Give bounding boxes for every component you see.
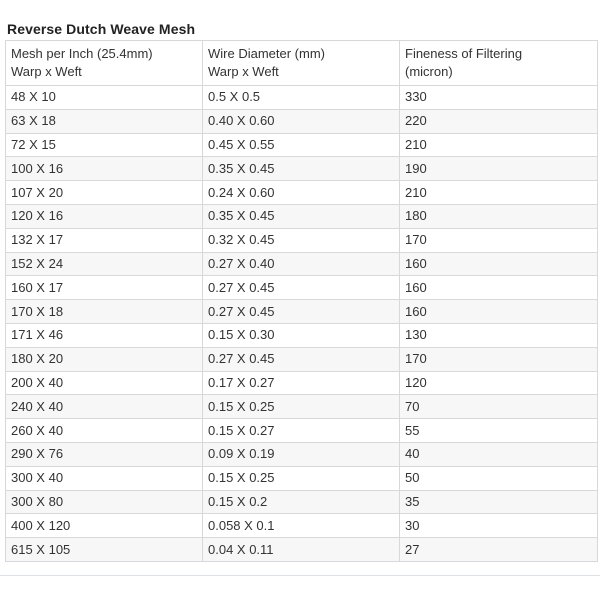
divider — [0, 575, 600, 576]
cell-fineness: 160 — [400, 252, 598, 276]
cell-wire-diameter: 0.24 X 0.60 — [203, 181, 400, 205]
cell-mesh-count: 132 X 17 — [6, 228, 203, 252]
cell-mesh-count: 48 X 10 — [6, 86, 203, 110]
table-row — [6, 276, 598, 300]
cell-wire-diameter: 0.35 X 0.45 — [203, 157, 400, 181]
cell-wire-diameter: 0.27 X 0.45 — [203, 300, 400, 324]
cell-mesh-count: 300 X 80 — [6, 490, 203, 514]
table-row — [6, 228, 598, 252]
cell-mesh-count: 240 X 40 — [6, 395, 203, 419]
cell-mesh-count: 107 X 20 — [6, 181, 203, 205]
header-subline: Warp x Weft — [11, 64, 82, 79]
cell-wire-diameter: 0.15 X 0.25 — [203, 395, 400, 419]
cell-wire-diameter: 0.40 X 0.60 — [203, 109, 400, 133]
column-header-mesh-per-inch — [6, 41, 203, 86]
table-row — [6, 419, 598, 443]
table-row — [6, 86, 598, 110]
table-row — [6, 371, 598, 395]
cell-mesh-count: 152 X 24 — [6, 252, 203, 276]
table-row — [6, 157, 598, 181]
cell-fineness: 30 — [400, 514, 598, 538]
cell-wire-diameter: 0.32 X 0.45 — [203, 228, 400, 252]
table-row — [6, 252, 598, 276]
header-line: Wire Diameter (mm) — [208, 46, 325, 61]
cell-fineness: 190 — [400, 157, 598, 181]
cell-mesh-count: 72 X 15 — [6, 133, 203, 157]
cell-wire-diameter: 0.45 X 0.55 — [203, 133, 400, 157]
cell-fineness: 210 — [400, 133, 598, 157]
cell-wire-diameter: 0.15 X 0.27 — [203, 419, 400, 443]
cell-mesh-count: 160 X 17 — [6, 276, 203, 300]
cell-mesh-count: 260 X 40 — [6, 419, 203, 443]
column-header-wire-diameter — [203, 41, 400, 86]
table-row — [6, 347, 598, 371]
cell-fineness: 160 — [400, 300, 598, 324]
table-row — [6, 133, 598, 157]
table-header-row — [6, 41, 598, 86]
cell-mesh-count: 400 X 120 — [6, 514, 203, 538]
cell-wire-diameter: 0.15 X 0.30 — [203, 323, 400, 347]
table-body — [6, 86, 598, 562]
cell-fineness: 220 — [400, 109, 598, 133]
cell-fineness: 160 — [400, 276, 598, 300]
cell-wire-diameter: 0.15 X 0.2 — [203, 490, 400, 514]
cell-wire-diameter: 0.15 X 0.25 — [203, 466, 400, 490]
table-row — [6, 538, 598, 562]
table-row — [6, 300, 598, 324]
cell-mesh-count: 200 X 40 — [6, 371, 203, 395]
header-subline: (micron) — [405, 64, 453, 79]
cell-mesh-count: 63 X 18 — [6, 109, 203, 133]
cell-fineness: 70 — [400, 395, 598, 419]
cell-fineness: 40 — [400, 442, 598, 466]
table-row — [6, 323, 598, 347]
cell-fineness: 210 — [400, 181, 598, 205]
cell-mesh-count: 290 X 76 — [6, 442, 203, 466]
cell-fineness: 27 — [400, 538, 598, 562]
cell-wire-diameter: 0.27 X 0.45 — [203, 276, 400, 300]
cell-wire-diameter: 0.09 X 0.19 — [203, 442, 400, 466]
cell-fineness: 130 — [400, 323, 598, 347]
cell-mesh-count: 615 X 105 — [6, 538, 203, 562]
cell-mesh-count: 171 X 46 — [6, 323, 203, 347]
cell-fineness: 50 — [400, 466, 598, 490]
cell-wire-diameter: 0.5 X 0.5 — [203, 86, 400, 110]
cell-fineness: 170 — [400, 228, 598, 252]
cell-fineness: 35 — [400, 490, 598, 514]
cell-wire-diameter: 0.27 X 0.40 — [203, 252, 400, 276]
column-header-fineness — [400, 41, 598, 86]
page-title: Reverse Dutch Weave Mesh — [7, 21, 196, 37]
cell-fineness: 120 — [400, 371, 598, 395]
table-row — [6, 395, 598, 419]
cell-wire-diameter: 0.35 X 0.45 — [203, 204, 400, 228]
table-row — [6, 204, 598, 228]
cell-wire-diameter: 0.27 X 0.45 — [203, 347, 400, 371]
table-row — [6, 181, 598, 205]
header-line: Mesh per Inch (25.4mm) — [11, 46, 153, 61]
cell-wire-diameter: 0.058 X 0.1 — [203, 514, 400, 538]
header-subline: Warp x Weft — [208, 64, 279, 79]
cell-wire-diameter: 0.17 X 0.27 — [203, 371, 400, 395]
table-row — [6, 490, 598, 514]
cell-mesh-count: 180 X 20 — [6, 347, 203, 371]
cell-fineness: 330 — [400, 86, 598, 110]
cell-fineness: 180 — [400, 204, 598, 228]
header-line: Fineness of Filtering — [405, 46, 523, 61]
cell-fineness: 55 — [400, 419, 598, 443]
table-row — [6, 514, 598, 538]
cell-mesh-count: 170 X 18 — [6, 300, 203, 324]
table-row — [6, 466, 598, 490]
table-row — [6, 109, 598, 133]
mesh-spec-table — [5, 40, 598, 562]
cell-mesh-count: 120 X 16 — [6, 204, 203, 228]
cell-wire-diameter: 0.04 X 0.11 — [203, 538, 400, 562]
cell-mesh-count: 300 X 40 — [6, 466, 203, 490]
table-row — [6, 442, 598, 466]
cell-fineness: 170 — [400, 347, 598, 371]
cell-mesh-count: 100 X 16 — [6, 157, 203, 181]
